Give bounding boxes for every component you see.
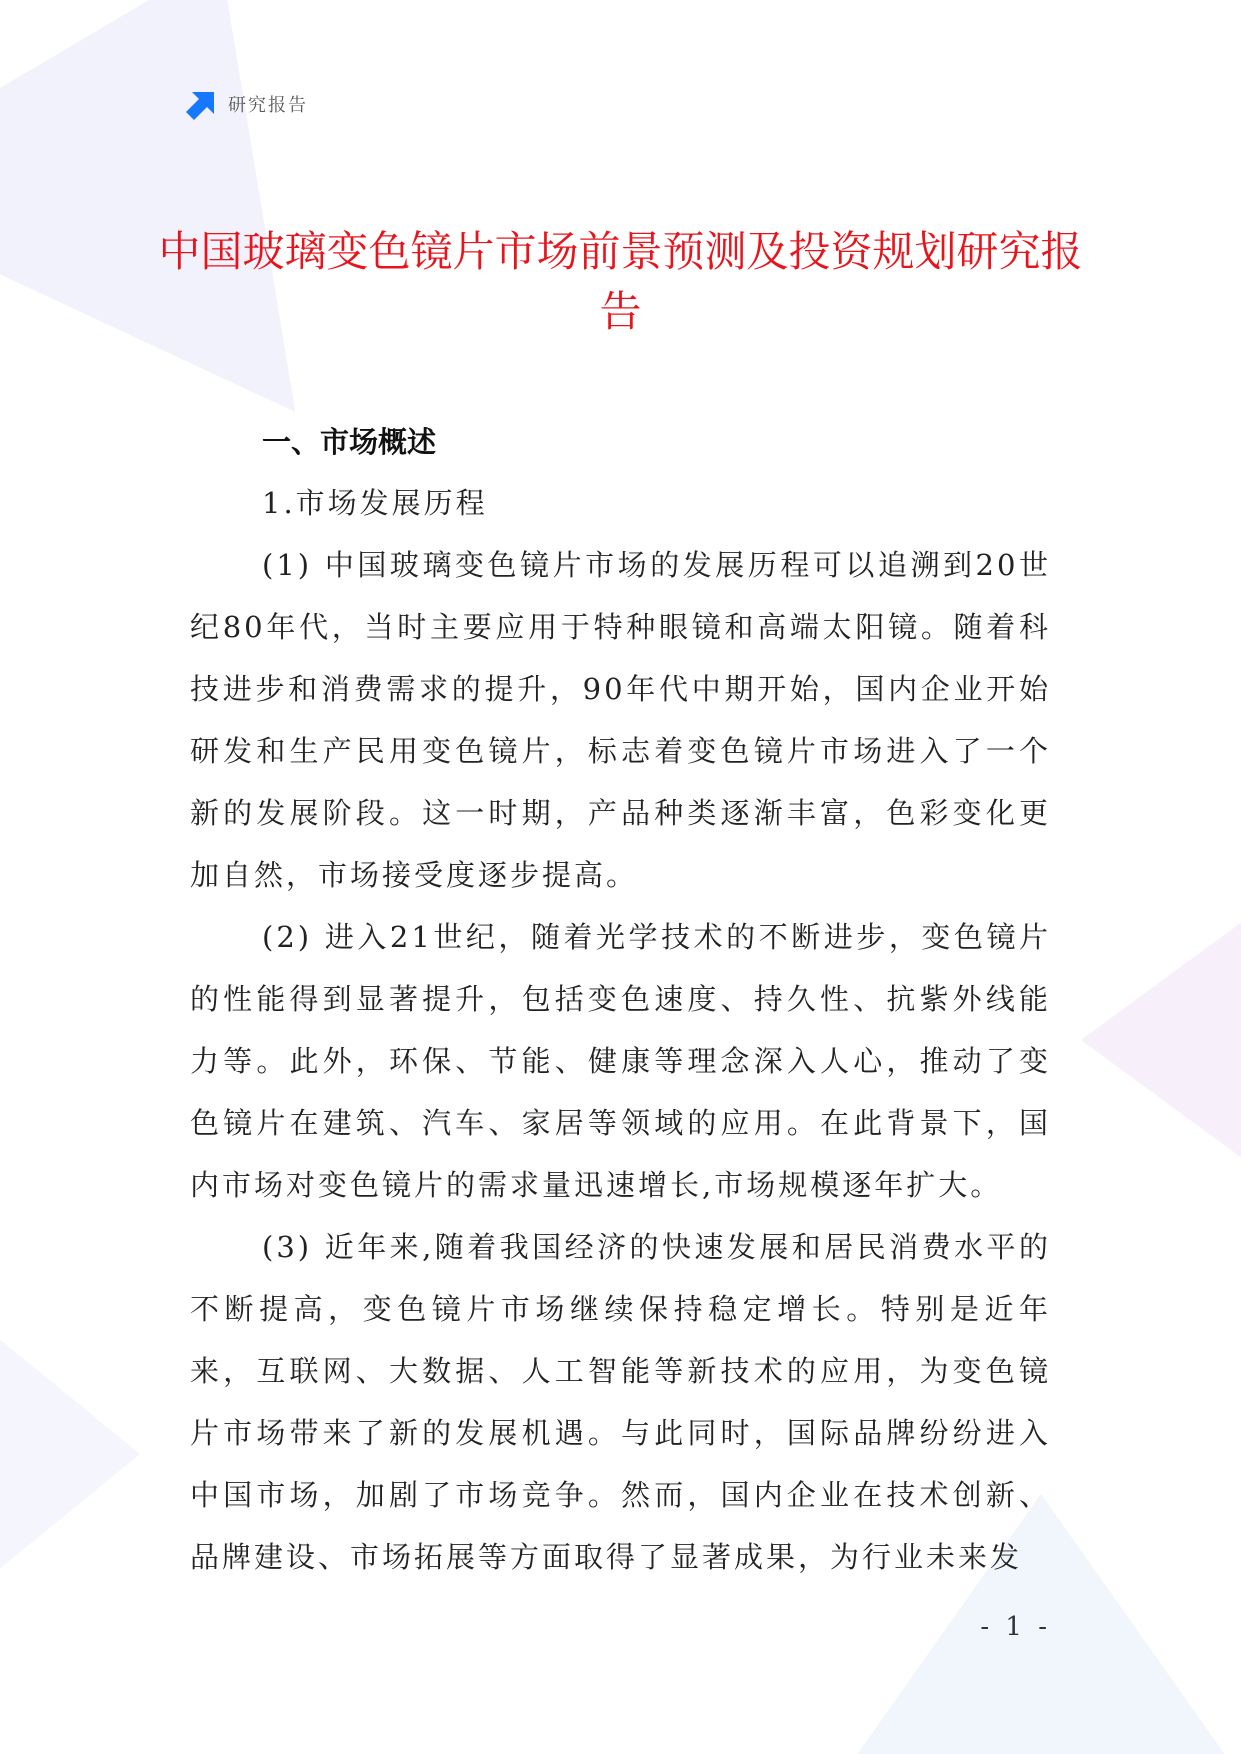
section-heading: 一、市场概述	[262, 425, 437, 459]
sub-heading: 1.市场发展历程	[262, 486, 488, 520]
page-header	[186, 88, 308, 120]
arrow-up-right-icon	[186, 88, 218, 120]
background-decoration	[0, 1274, 140, 1634]
header-label: 研究报告	[228, 95, 308, 116]
background-decoration	[0, 0, 456, 412]
paragraph-2: (2) 进入21世纪，随着光学技术的不断进步，变色镜片的性能得到显著提升，包括变色速度、持久性、抗紫外线能力等。此外，环保、节能、健康等理念深入人心，推动了变色镜片在建筑、汽车、家居等领域的应用。在此背景下，国内市场对变色镜片的需求量迅速增长,市场规模逐年扩大。	[190, 920, 1051, 1202]
document-title: 中国玻璃变色镜片市场前景预测及投资规划研究报告	[158, 227, 1083, 336]
page-number: - 1 -	[980, 1612, 1051, 1642]
paragraph-1: (1) 中国玻璃变色镜片市场的发展历程可以追溯到20世纪80年代，当时主要应用于特种眼镜和高端太阳镜。随着科技进步和消费需求的提升，90年代中期开始，国内企业开始研发和生产民用变色镜片，标志着变色镜片市场进入了一个新的发展阶段。这一时期，产品种类逐渐丰富，色彩变化更加自然，市场接受度逐步提高。	[190, 548, 1051, 892]
paragraph-3: (3) 近年来,随着我国经济的快速发展和居民消费水平的不断提高，变色镜片市场继续保持稳定增长。特别是近年来，互联网、大数据、人工智能等新技术的应用，为变色镜片市场带来了新的发展机遇。与此同时，国际品牌纷纷进入中国市场，加剧了市场竞争。然而，国内企业在技术创新、品牌建设、市场拓展等方面取得了显著成果，为行业未来发	[190, 1230, 1051, 1574]
background-decoration	[1081, 820, 1241, 1260]
document-body	[190, 412, 1051, 1588]
